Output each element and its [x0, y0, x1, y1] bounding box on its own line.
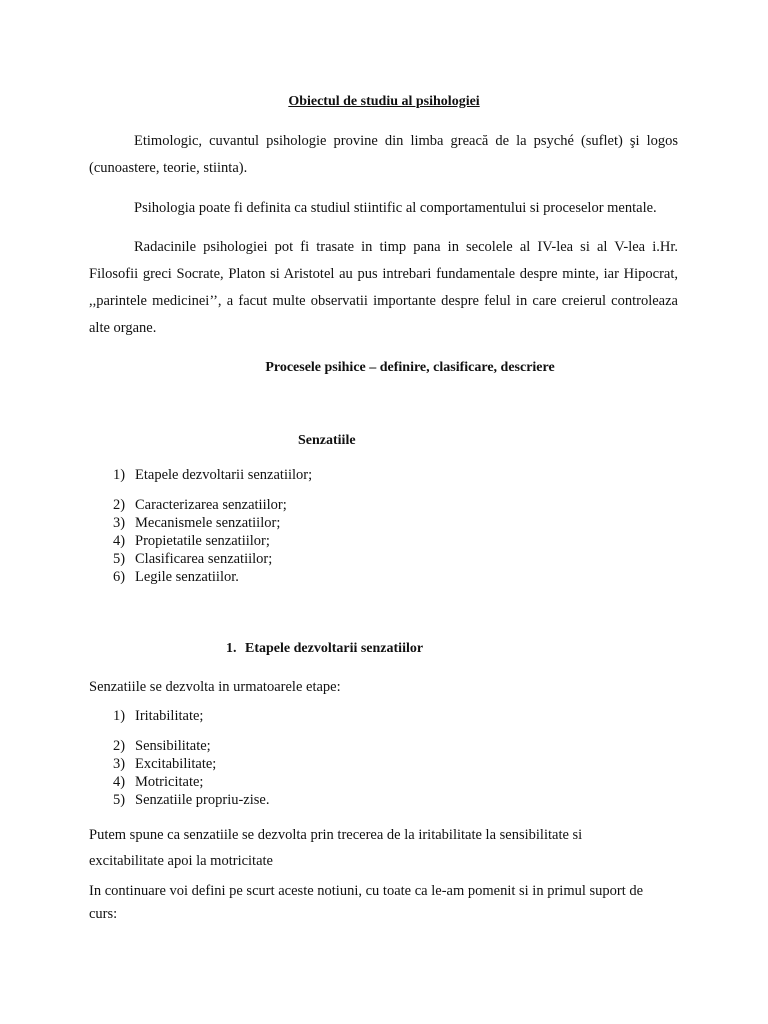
heading-etapele-dezvoltarii: 1. Etapele dezvoltarii senzatiilor — [226, 641, 424, 656]
paragraph-etimologie — [89, 128, 678, 182]
list-item: 4) Propietatile senzatiilor; — [113, 533, 270, 549]
paragraph-line: Psihologia poate fi definita ca studiul stiintific al comportamentului si proceselor mentale. — [134, 200, 657, 216]
paragraph-line: excitabilitate apoi la motricitate — [89, 853, 273, 869]
paragraph-radacini — [89, 234, 678, 342]
list-etape — [113, 707, 269, 809]
list-item: 6) Legile senzatiilor. — [113, 569, 239, 585]
paragraph-line: Putem spune ca senzatiile se dezvolta prin trecerea de la iritabilitate la sensibilitate si — [89, 827, 583, 843]
paragraph-definitie — [89, 195, 678, 222]
paragraph-in-continuare — [89, 880, 678, 926]
list-item: 3) Excitabilitate; — [113, 756, 217, 772]
list-item: 5) Clasificarea senzatiilor; — [113, 551, 273, 567]
list-item: 1) Iritabilitate; — [113, 708, 204, 724]
list-item: 4) Motricitate; — [113, 774, 204, 790]
list-senzatii — [113, 466, 312, 586]
paragraph-line: In continuare voi defini pe scurt aceste notiuni, cu toate ca le-am pomenit si in primul suport de — [89, 883, 644, 899]
paragraph-line: Etimologic, cuvantul psihologie provine din limba greacă de la psyché (suflet) şi logos — [134, 133, 678, 149]
list-item: 5) Senzatiile propriu-zise. — [113, 792, 270, 808]
paragraph-line: curs: — [89, 906, 118, 922]
document-title: Obiectul de studiu al psihologiei — [288, 94, 480, 109]
paragraph-intro-etape: Senzatiile se dezvolta in urmatoarele etape: — [89, 679, 341, 695]
paragraph-line: Radacinile psihologiei pot fi trasate in timp pana in secolele al IV-lea si al V-lea i.Hr. — [134, 239, 678, 255]
paragraph-trecerea — [89, 822, 678, 874]
paragraph-line: (cunoastere, teorie, stiinta). — [89, 160, 248, 176]
list-item: 1) Etapele dezvoltarii senzatiilor; — [113, 467, 313, 483]
heading-senzatiile: Senzatiile — [298, 433, 356, 448]
list-item: 2) Sensibilitate; — [113, 738, 211, 754]
list-item: 2) Caracterizarea senzatiilor; — [113, 497, 287, 513]
paragraph-line: ,,parintele medicinei’’, a facut multe observatii importante despre felul in care creierul controleaza — [89, 293, 678, 309]
paragraph-line: Filosofii greci Socrate, Platon si Aristotel au pus intrebari fundamentale despre minte, iar Hipocrat, — [89, 266, 678, 282]
heading-procese-psihice: Procesele psihice – definire, clasificare, descriere — [265, 360, 555, 375]
list-item: 3) Mecanismele senzatiilor; — [113, 515, 281, 531]
paragraph-line: alte organe. — [89, 320, 157, 336]
